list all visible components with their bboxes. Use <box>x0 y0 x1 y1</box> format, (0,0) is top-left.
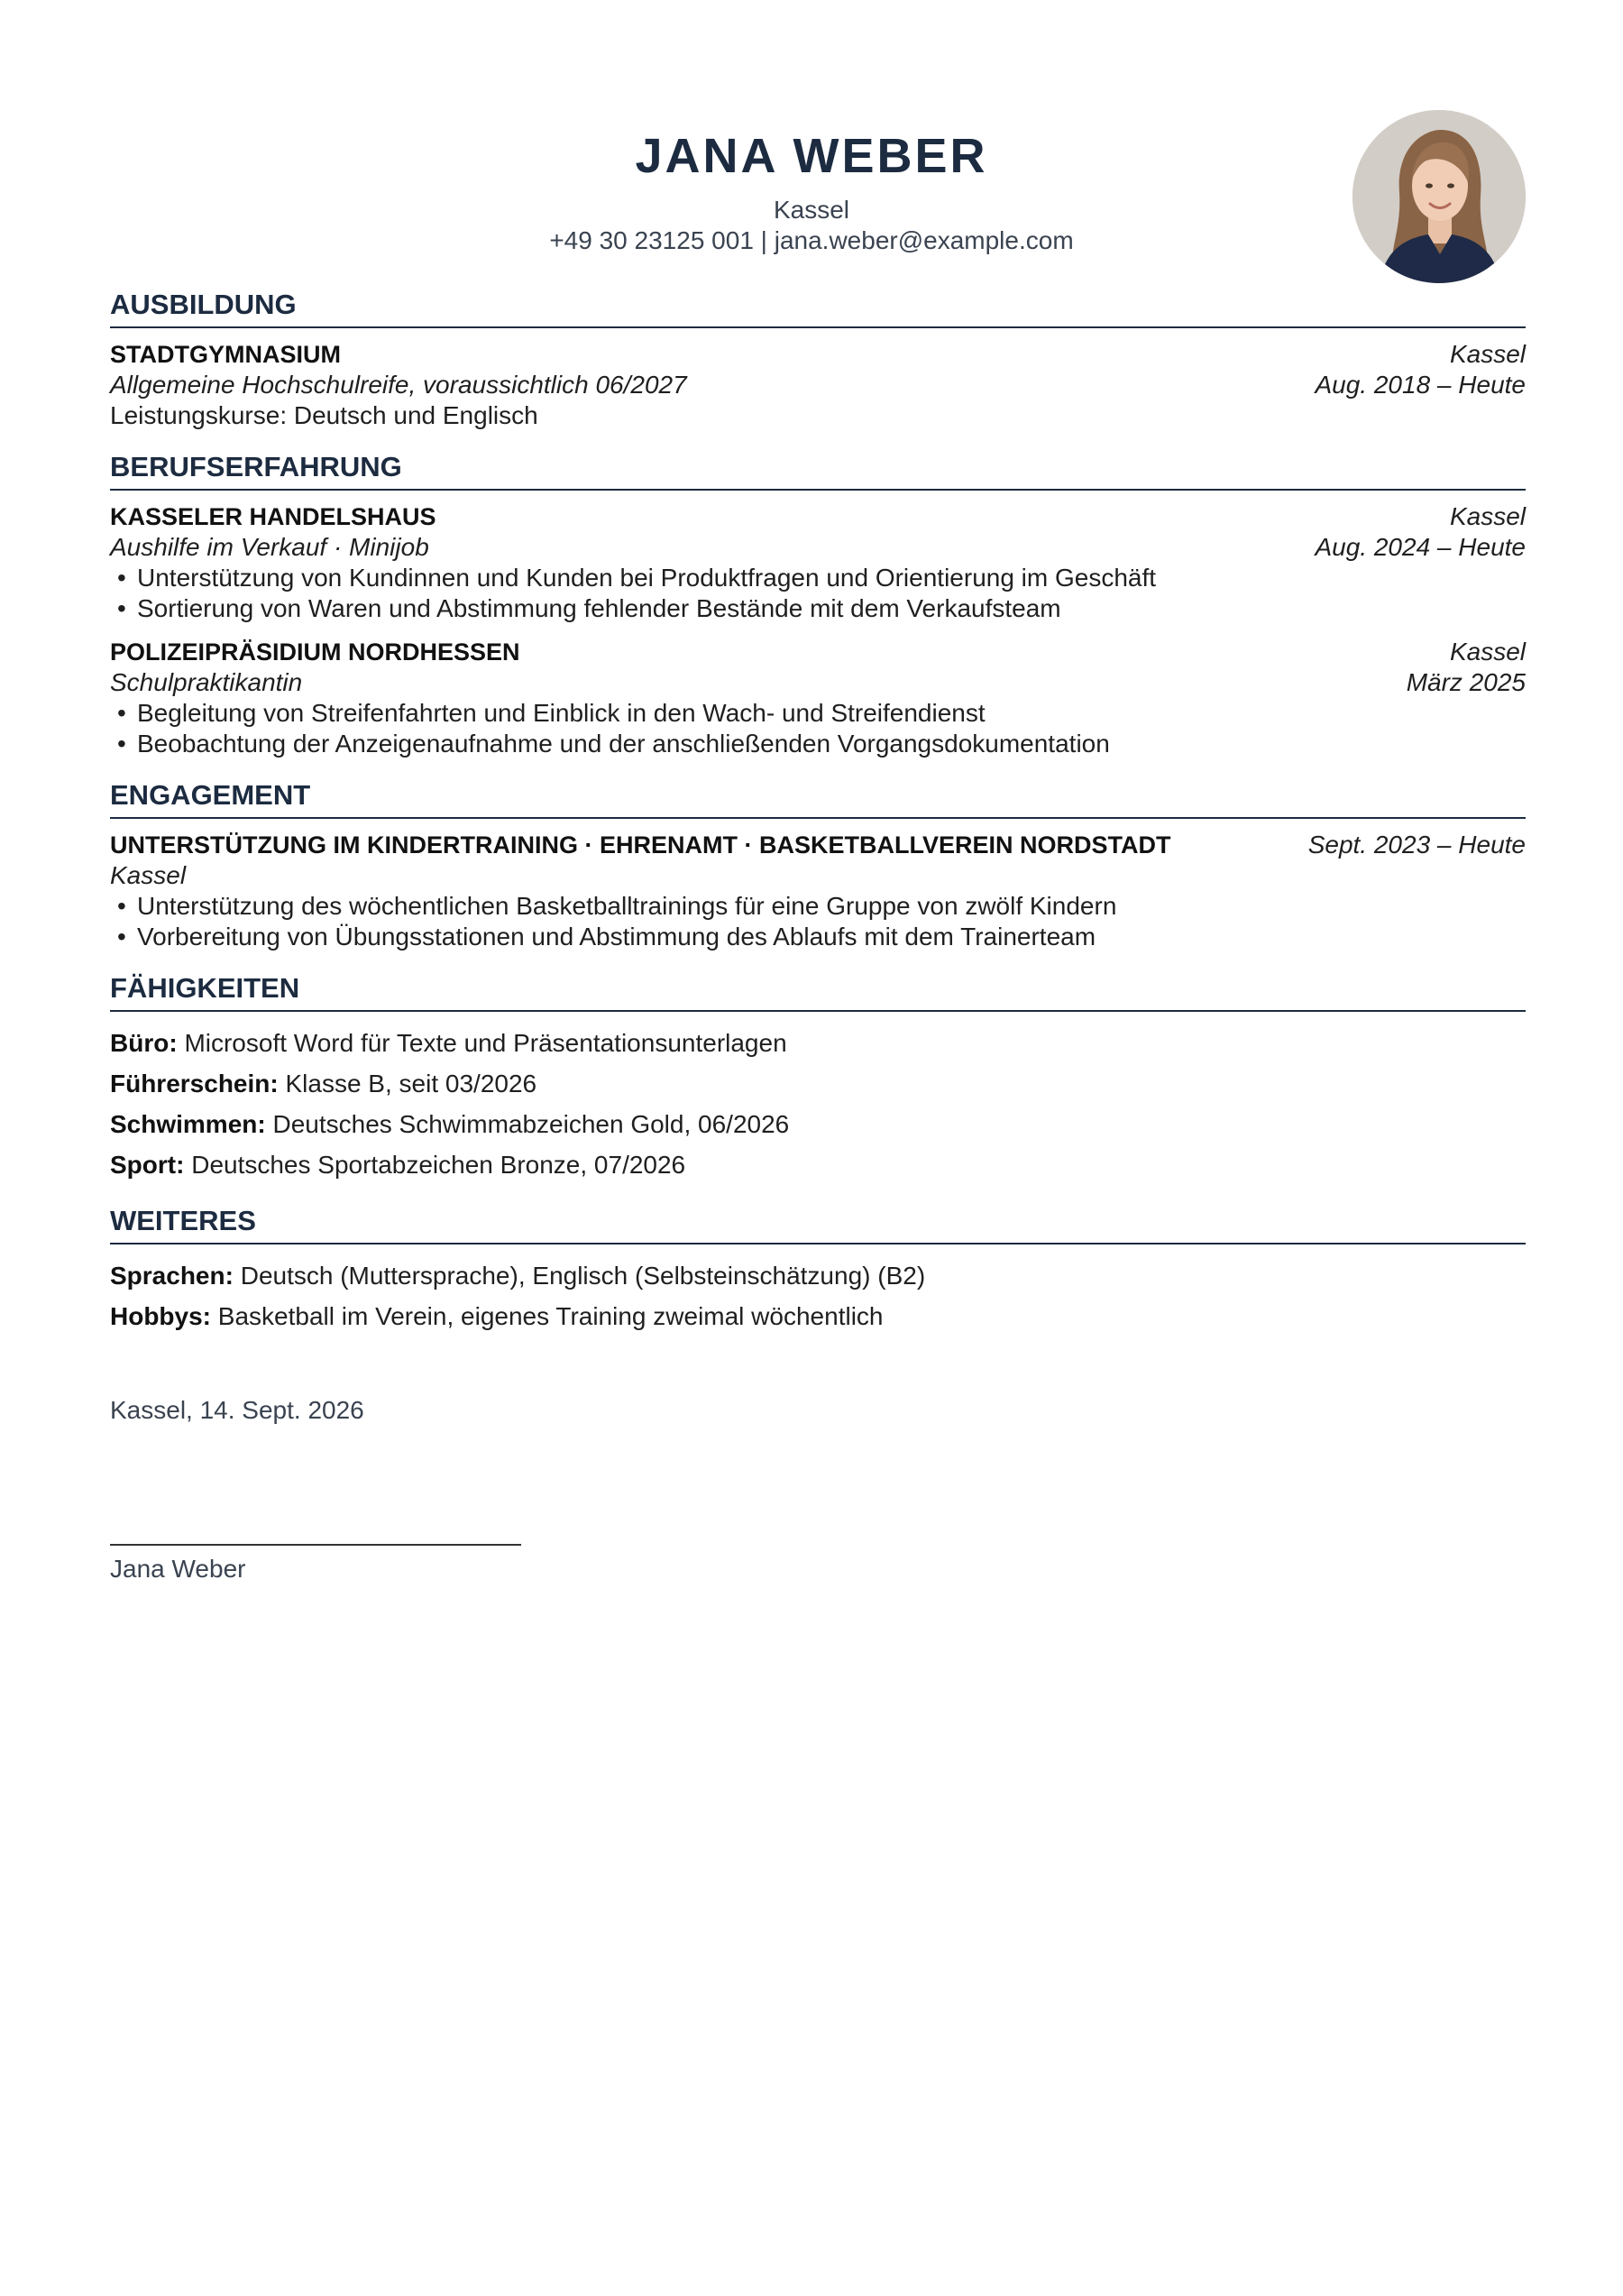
experience-location: Kassel <box>1449 502 1526 530</box>
skill-label: Schwimmen: <box>110 1110 266 1138</box>
bullet-item: • Beobachtung der Anzeigenaufnahme und der anschließenden Vorgangsdokumentation <box>110 729 1526 759</box>
bullet-item: • Unterstützung des wöchentlichen Basketballtrainings für eine Gruppe von zwölf Kindern <box>110 891 1526 922</box>
skill-item <box>110 1023 1526 1063</box>
skill-item <box>110 1144 1526 1185</box>
engagement-bullets <box>110 891 1526 952</box>
skill-value: Microsoft Word für Texte und Präsentationsunterlagen <box>184 1029 787 1057</box>
profile-photo-illustration <box>1352 110 1526 283</box>
skill-label: Sport: <box>110 1151 185 1179</box>
experience-entry <box>110 637 1526 759</box>
section-education <box>110 281 1526 431</box>
further-label: Sprachen: <box>110 1262 234 1290</box>
experience-role: Schulpraktikantin <box>110 668 303 696</box>
engagement-location: Kassel <box>110 861 187 889</box>
education-location: Kassel <box>1449 340 1526 368</box>
experience-dates: Aug. 2024 – Heute <box>1315 533 1526 561</box>
candidate-city: Kassel <box>773 196 850 224</box>
section-title-education: AUSBILDUNG <box>110 281 1526 328</box>
skill-label: Büro: <box>110 1029 178 1057</box>
signature-line <box>110 1544 521 1546</box>
skill-value: Deutsches Schwimmabzeichen Gold, 06/2026 <box>272 1110 790 1138</box>
education-detail: Leistungskurse: Deutsch und Englisch <box>110 401 538 429</box>
contact-separator: | <box>760 226 767 254</box>
further-item <box>110 1296 1526 1336</box>
bullet-item: • Sortierung von Waren und Abstimmung fehlender Bestände mit dem Verkaufsteam <box>110 593 1526 624</box>
resume-content <box>110 281 1526 1349</box>
place-and-date: Kassel, 14. Sept. 2026 <box>110 1396 364 1424</box>
section-title-experience: BERUFSERFAHRUNG <box>110 444 1526 491</box>
candidate-name: JANA WEBER <box>635 129 988 183</box>
bullet-item: • Begleitung von Streifenfahrten und Einblick in den Wach- und Streifendienst <box>110 698 1526 729</box>
education-school: STADTGYMNASIUM <box>110 341 341 368</box>
email-address: jana.weber@example.com <box>774 226 1074 254</box>
section-engagement <box>110 772 1526 952</box>
engagement-entry <box>110 830 1526 952</box>
experience-role: Aushilfe im Verkauf · Minijob <box>110 533 429 561</box>
skill-item <box>110 1063 1526 1104</box>
section-further <box>110 1198 1526 1336</box>
section-title-further: WEITERES <box>110 1198 1526 1244</box>
section-title-engagement: ENGAGEMENT <box>110 772 1526 819</box>
experience-bullets <box>110 563 1526 624</box>
skill-value: Deutsches Sportabzeichen Bronze, 07/2026 <box>191 1151 686 1179</box>
experience-bullets <box>110 698 1526 759</box>
education-degree: Allgemeine Hochschulreife, voraussichtlich 06/2027 <box>110 371 687 399</box>
experience-location: Kassel <box>1449 638 1526 666</box>
further-item <box>110 1255 1526 1296</box>
education-dates: Aug. 2018 – Heute <box>1315 371 1526 399</box>
further-value: Basketball im Verein, eigenes Training zweimal wöchentlich <box>217 1302 884 1330</box>
experience-employer: KASSELER HANDELSHAUS <box>110 503 436 530</box>
section-title-skills: FÄHIGKEITEN <box>110 965 1526 1012</box>
section-skills <box>110 965 1526 1185</box>
engagement-dates: Sept. 2023 – Heute <box>1307 831 1526 859</box>
education-entry <box>110 339 1526 431</box>
skill-value: Klasse B, seit 03/2026 <box>285 1070 537 1097</box>
bullet-item: • Vorbereitung von Übungsstationen und Abstimmung des Ablaufs mit dem Trainerteam <box>110 922 1526 952</box>
signature-name: Jana Weber <box>110 1555 246 1583</box>
section-experience <box>110 444 1526 759</box>
phone-number: +49 30 23125 001 <box>549 226 754 254</box>
bullet-item: • Unterstützung von Kundinnen und Kunden bei Produktfragen und Orientierung im Geschäft <box>110 563 1526 593</box>
experience-entry <box>110 501 1526 624</box>
experience-employer: POLIZEIPRÄSIDIUM NORDHESSEN <box>110 638 520 666</box>
further-value: Deutsch (Muttersprache), Englisch (Selbsteinschätzung) (B2) <box>240 1262 926 1290</box>
further-label: Hobbys: <box>110 1302 211 1330</box>
profile-photo <box>1352 110 1526 283</box>
skill-label: Führerschein: <box>110 1070 279 1097</box>
engagement-title: UNTERSTÜTZUNG IM KINDERTRAINING · EHRENAMT · BASKETBALLVEREIN NORDSTADT <box>110 831 1171 859</box>
experience-dates: März 2025 <box>1406 668 1526 696</box>
skill-item <box>110 1104 1526 1144</box>
